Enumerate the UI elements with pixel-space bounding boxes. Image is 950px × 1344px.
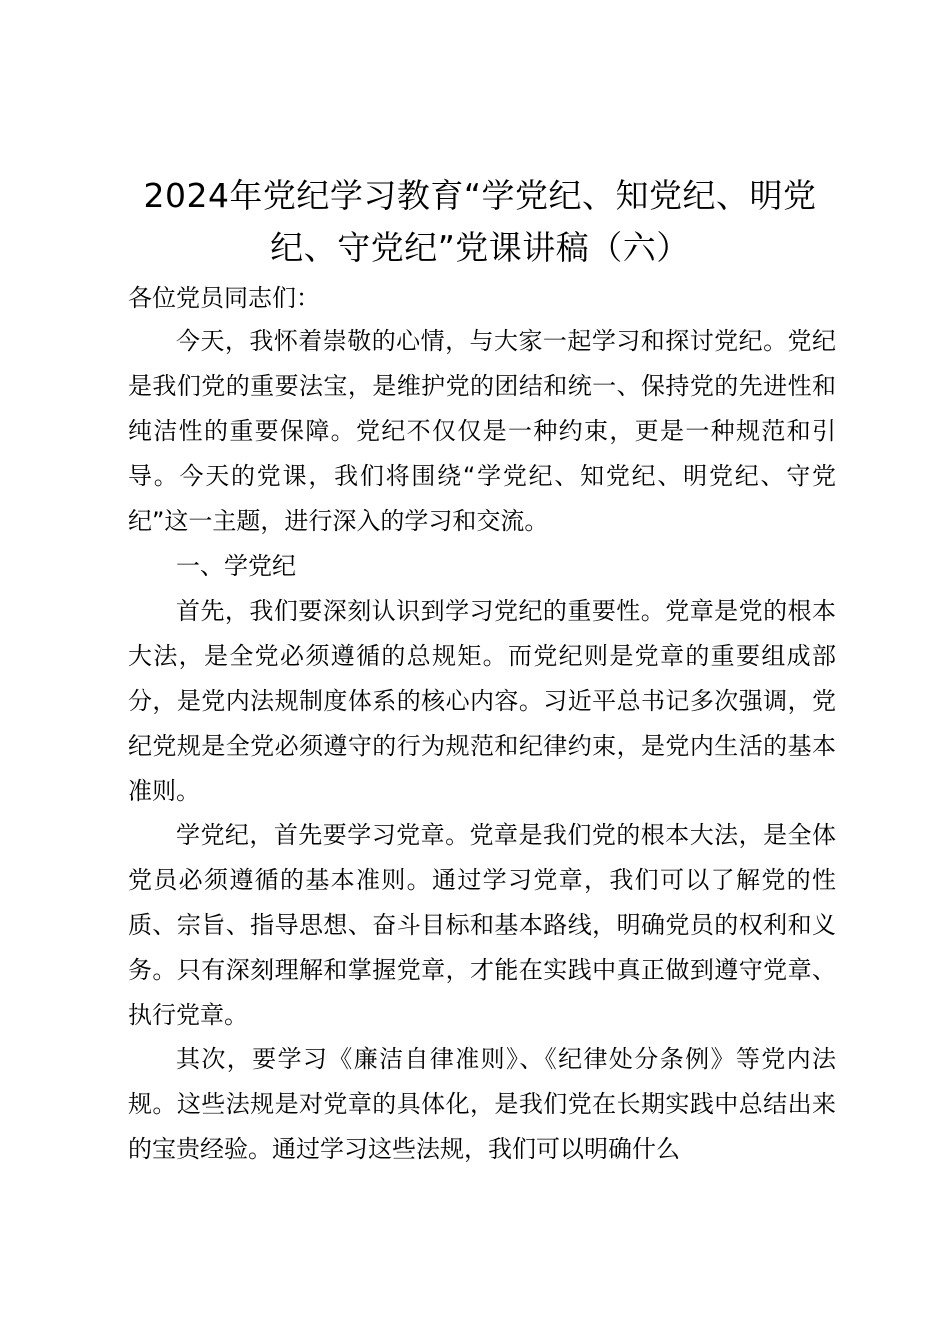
paragraph-intro: 今天，我怀着崇敬的心情，与大家一起学习和探讨党纪。党纪是我们党的重要法宝，是维护党的团结和统一、保持党的先进性和纯洁性的重要保障。党纪不仅仅是一种约束，更是一种规范和引导。今天的党课，我们将围绕“学党纪、知党纪、明党纪、守党纪”这一主题，进行深入的学习和交流。 (128, 327, 836, 535)
section-heading-1: 一、学党纪 (176, 552, 296, 580)
paragraph-regulations: 其次，要学习《廉洁自律准则》、《纪律处分条例》等党内法规。这些法规是对党章的具体化，是我们党在长期实践中总结出来的宝贵经验。通过学习这些法规，我们可以明确什么 (128, 1045, 836, 1163)
document-title: 2024年党纪学习教育“学党纪、知党纪、明党纪、守党纪”党课讲稿（六） (143, 176, 817, 267)
salutation: 各位党员同志们： (128, 284, 320, 312)
paragraph-importance: 首先，我们要深刻认识到学习党纪的重要性。党章是党的根本大法，是全党必须遵循的总规矩。而党纪则是党章的重要组成部分，是党内法规制度体系的核心内容。习近平总书记多次强调，党纪党规是全党必须遵守的行为规范和纪律约束，是党内生活的基本准则。 (128, 597, 836, 805)
paragraph-party-constitution: 学党纪，首先要学习党章。党章是我们党的根本大法，是全体党员必须遵循的基本准则。通过学习党章，我们可以了解党的性质、宗旨、指导思想、奋斗目标和基本路线，明确党员的权利和义务。只有深刻理解和掌握党章，才能在实践中真正做到遵守党章、执行党章。 (128, 821, 836, 1029)
